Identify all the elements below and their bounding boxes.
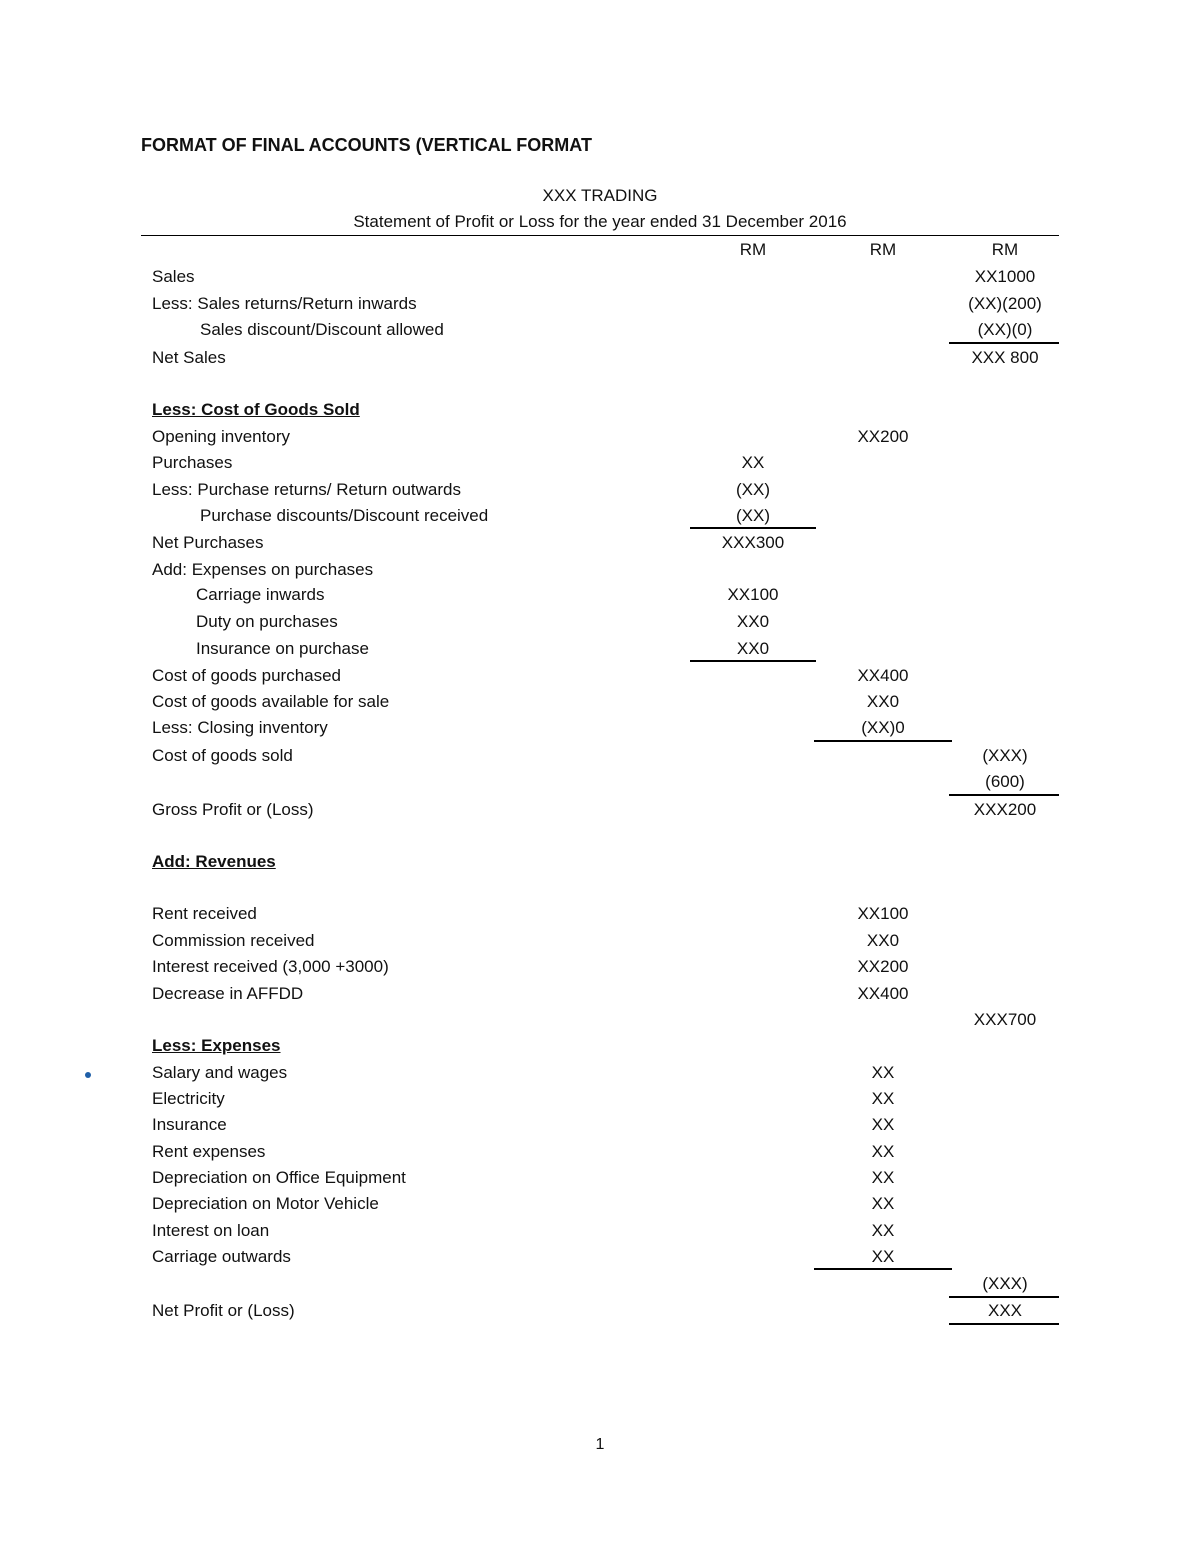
amount-col1: XXX300: [721, 533, 785, 552]
amount-col2: XX400: [857, 984, 909, 1003]
amount-col2: XX100: [857, 904, 909, 923]
row-insurance-on-purchase: [0, 636, 1200, 662]
row-label: Net Purchases: [152, 533, 264, 552]
row-label: Less: Sales returns/Return inwards: [152, 294, 417, 313]
row-label: Rent expenses: [152, 1142, 266, 1161]
amount-col1: (XX): [736, 506, 770, 525]
header-rule: [141, 235, 1059, 236]
row-depreciation-motor-vehicle: [0, 1191, 1200, 1217]
section-expenses: [0, 1033, 1200, 1059]
row-electricity: [0, 1086, 1200, 1112]
row-rent-received: [0, 901, 1200, 927]
amount-col2: XX: [871, 1115, 895, 1134]
row-label: Rent received: [152, 904, 257, 923]
amount-col2: XX: [871, 1194, 895, 1213]
section-heading: Less: Expenses: [152, 1036, 281, 1055]
row-sales-discount: [0, 317, 1200, 343]
row-label: Depreciation on Motor Vehicle: [152, 1194, 379, 1213]
underline: [814, 740, 952, 742]
row-purchase-returns: [0, 477, 1200, 503]
row-purchases: [0, 450, 1200, 476]
statement-title: Statement of Profit or Loss for the year ended 31 December 2016: [353, 212, 847, 231]
row-cogs-amount: [0, 769, 1200, 795]
row-insurance: [0, 1112, 1200, 1138]
amount-col1: (XX): [736, 480, 770, 499]
amount-col3: (XX)(200): [968, 294, 1042, 313]
page-number: 1: [595, 1436, 605, 1453]
section-cost-of-goods-sold: [0, 397, 1200, 423]
amount-col3: (XX)(0): [977, 320, 1033, 339]
row-add-expenses-on-purchases: [0, 557, 1200, 583]
company-name: XXX TRADING: [542, 186, 658, 205]
row-label: Net Profit or (Loss): [152, 1301, 295, 1320]
row-label: Depreciation on Office Equipment: [152, 1168, 406, 1187]
amount-col2: XX0: [866, 931, 900, 950]
amount-col3: XXX700: [973, 1010, 1037, 1029]
amount-col1: XX100: [727, 585, 779, 604]
amount-col2: XX: [871, 1221, 895, 1240]
row-closing-inventory: [0, 715, 1200, 741]
section-heading: Add: Revenues: [152, 852, 276, 871]
amount-col2: XX: [871, 1168, 895, 1187]
row-label: Purchase discounts/Discount received: [200, 506, 489, 525]
row-label: Opening inventory: [152, 427, 290, 446]
row-carriage-outwards: [0, 1244, 1200, 1270]
row-label: Sales: [152, 267, 195, 286]
row-net-purchases: [0, 530, 1200, 556]
row-label: Duty on purchases: [196, 612, 338, 631]
amount-col3: (600): [985, 772, 1025, 791]
amount-col2: XX: [871, 1142, 895, 1161]
row-interest-received: [0, 954, 1200, 980]
row-purchase-discounts: [0, 503, 1200, 529]
row-opening-inventory: [0, 424, 1200, 450]
row-sales-returns: [0, 291, 1200, 317]
amount-col2: XX: [871, 1063, 895, 1082]
underline: [949, 794, 1059, 796]
row-label: Decrease in AFFDD: [152, 984, 304, 1003]
row-label: Cost of goods available for sale: [152, 692, 390, 711]
row-label: Salary and wages: [152, 1063, 288, 1082]
amount-col1: XX0: [736, 612, 770, 631]
amount-col3: XX1000: [974, 267, 1036, 286]
column-header-3: RM: [991, 240, 1019, 259]
underline: [690, 527, 816, 529]
row-label: Net Sales: [152, 348, 226, 367]
row-label: Cost of goods sold: [152, 746, 293, 765]
row-label: Cost of goods purchased: [152, 666, 342, 685]
row-cost-of-goods-available: [0, 689, 1200, 715]
row-depreciation-office-equipment: [0, 1165, 1200, 1191]
row-revenues-total: [0, 1007, 1200, 1033]
row-label: Electricity: [152, 1089, 225, 1108]
row-label: Carriage outwards: [152, 1247, 291, 1266]
row-label: Commission received: [152, 931, 315, 950]
amount-col1: XX: [741, 453, 765, 472]
amount-col2: XX200: [857, 427, 909, 446]
underline: [949, 1323, 1059, 1325]
row-interest-on-loan: [0, 1218, 1200, 1244]
amount-col3: XXX200: [973, 800, 1037, 819]
column-header-1: RM: [739, 240, 767, 259]
row-decrease-in-affdd: [0, 981, 1200, 1007]
row-label: Less: Purchase returns/ Return outwards: [152, 480, 461, 499]
amount-col3: (XXX): [982, 746, 1028, 765]
row-commission-received: [0, 928, 1200, 954]
row-salary-and-wages: [0, 1060, 1200, 1086]
amount-col2: XX: [871, 1089, 895, 1108]
row-gross-profit: [0, 797, 1200, 823]
row-sales: [0, 264, 1200, 290]
amount-col2: XX0: [866, 692, 900, 711]
underline: [814, 1268, 952, 1270]
underline: [949, 342, 1059, 344]
document-heading: FORMAT OF FINAL ACCOUNTS (VERTICAL FORMAT: [141, 135, 592, 155]
row-rent-expenses: [0, 1139, 1200, 1165]
row-expenses-total: [0, 1271, 1200, 1297]
row-label: Interest on loan: [152, 1221, 270, 1240]
row-label: Purchases: [152, 453, 233, 472]
underline: [690, 660, 816, 662]
row-label: Less: Closing inventory: [152, 718, 328, 737]
amount-col2: (XX)0: [861, 718, 905, 737]
amount-col1: XX0: [736, 639, 770, 658]
row-duty-on-purchases: [0, 609, 1200, 635]
amount-col2: XX400: [857, 666, 909, 685]
row-label: Gross Profit or (Loss): [152, 800, 314, 819]
row-label: Insurance on purchase: [196, 639, 369, 658]
row-cost-of-goods-sold: [0, 743, 1200, 769]
row-carriage-inwards: [0, 582, 1200, 608]
row-label: Add: Expenses on purchases: [152, 560, 374, 579]
column-header-2: RM: [869, 240, 897, 259]
row-net-profit: [0, 1298, 1200, 1324]
row-cost-of-goods-purchased: [0, 663, 1200, 689]
section-heading: Less: Cost of Goods Sold: [152, 400, 360, 419]
amount-col2: XX: [871, 1247, 895, 1266]
row-net-sales: [0, 345, 1200, 371]
amount-col3: XXX 800: [971, 348, 1039, 367]
row-label: Insurance: [152, 1115, 227, 1134]
amount-col2: XX200: [857, 957, 909, 976]
row-label: Carriage inwards: [196, 585, 325, 604]
row-label: Interest received (3,000 +3000): [152, 957, 389, 976]
row-label: Sales discount/Discount allowed: [200, 320, 444, 339]
section-revenues: [0, 849, 1200, 875]
amount-col3: XXX: [987, 1301, 1023, 1320]
amount-col3: (XXX): [982, 1274, 1028, 1293]
